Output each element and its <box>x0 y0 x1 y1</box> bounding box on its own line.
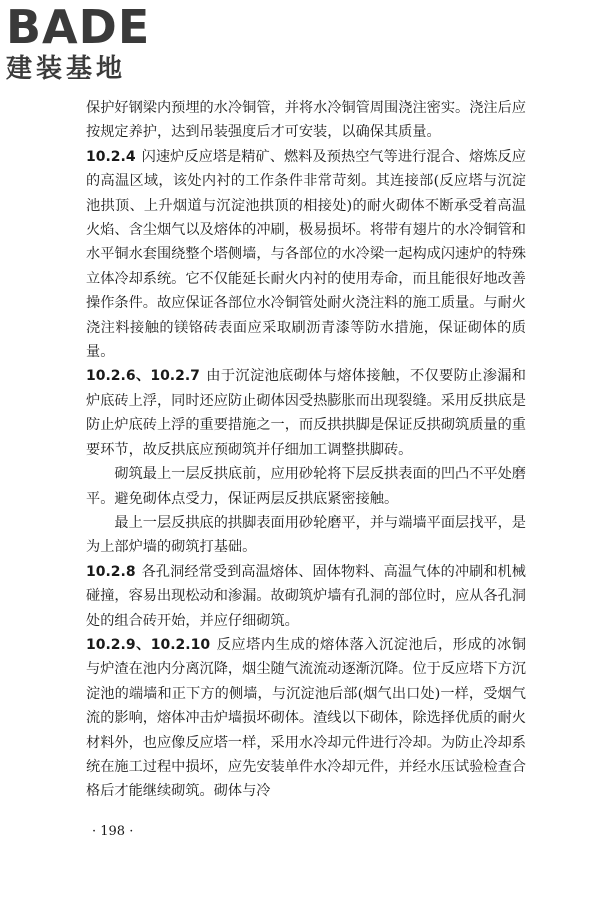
logo-brand: BADE <box>6 0 151 54</box>
section-number: 10.2.4 <box>86 148 136 165</box>
bade-logo <box>6 0 176 94</box>
paragraph <box>86 364 526 462</box>
section-number: 10.2.8 <box>86 563 136 580</box>
paragraph-text: 最上一层反拱底的拱脚表面用砂轮磨平，并与端墙平面层找平，是为上部炉墙的砌筑打基础。 <box>86 514 526 556</box>
page-number: · 198 · <box>92 824 134 839</box>
section-number: 10.2.9、10.2.10 <box>86 636 211 653</box>
paragraph-text: 保护好钢梁内预埋的水冷铜管，并将水冷铜管周围浇注密实。浇注后应按规定养护，达到吊装强度后才可安装，以确保其质量。 <box>86 100 526 141</box>
logo-tagline: 建装基地 <box>6 54 127 84</box>
paragraph-text: 由于沉淀池底砌体与熔体接触，不仅要防止渗漏和炉底砖上浮，同时还应防止砌体因受热膨胀而出现裂缝。采用反拱底是防止炉底砖上浮的重要措施之一，而反拱拱脚是保证反拱砌筑质量的重要环节，故反拱底应预砌筑并仔细加工调整拱脚砖。 <box>86 368 526 458</box>
paragraph <box>86 633 526 804</box>
paragraph <box>86 511 526 560</box>
paragraph-text: 闪速炉反应塔是精矿、燃料及预热空气等进行混合、熔炼反应的高温区域，该处内衬的工作条件非常苛刻。其连接部(反应塔与沉淀池拱顶、上升烟道与沉淀池拱顶的相接处)的耐火砌体不断承受着高温火焰、含尘烟气以及熔体的冲刷，极易损坏。将带有翅片的水冷铜管和水平铜水套围绕整个塔侧墙，与各部位的水冷梁一起构成闪速炉的特殊立体冷却系统。它不仅能延长耐火内衬的使用寿命，而且能很好地改善操作条件。故应保证各部位水冷铜管处耐火浇注料的施工质量。与耐火浇注料接触的镁铬砖表面应采取刷沥青漆等防水措施，保证砌体的质量。 <box>86 148 526 361</box>
paragraph <box>86 96 526 145</box>
paragraph <box>86 560 526 633</box>
paragraph <box>86 145 526 365</box>
paragraph-text: 反应塔内生成的熔体落入沉淀池后，形成的冰铜与炉渣在池内分离沉降，烟尘随气流流动逐渐沉降。位于反应塔下方沉淀池的端墙和正下方的侧墙，与沉淀池后部(烟气出口处)一样，受烟气流的影响，熔体冲击炉墙损坏砌体。渣线以下砌体，除选择优质的耐火材料外，也应像反应塔一样，采用水冷却元件进行冷却。为防止冷却系统在施工过程中损坏，应先安装单件水冷却元件，并经水压试验检查合格后才能继续砌筑。砌体与冷 <box>86 636 526 800</box>
paragraph-text: 砌筑最上一层反拱底前，应用砂轮将下层反拱表面的凹凸不平处磨平。避免砌体点受力，保证两层反拱底紧密接触。 <box>86 466 526 507</box>
section-number: 10.2.6、10.2.7 <box>86 368 200 385</box>
paragraph <box>86 462 526 511</box>
document-body <box>86 96 526 804</box>
paragraph-text: 各孔洞经常受到高温熔体、固体物料、高温气体的冲刷和机械碰撞，容易出现松动和渗漏。故砌筑炉墙有孔洞的部位时，应从各孔洞处的组合砖开始，并应仔细砌筑。 <box>86 563 526 629</box>
